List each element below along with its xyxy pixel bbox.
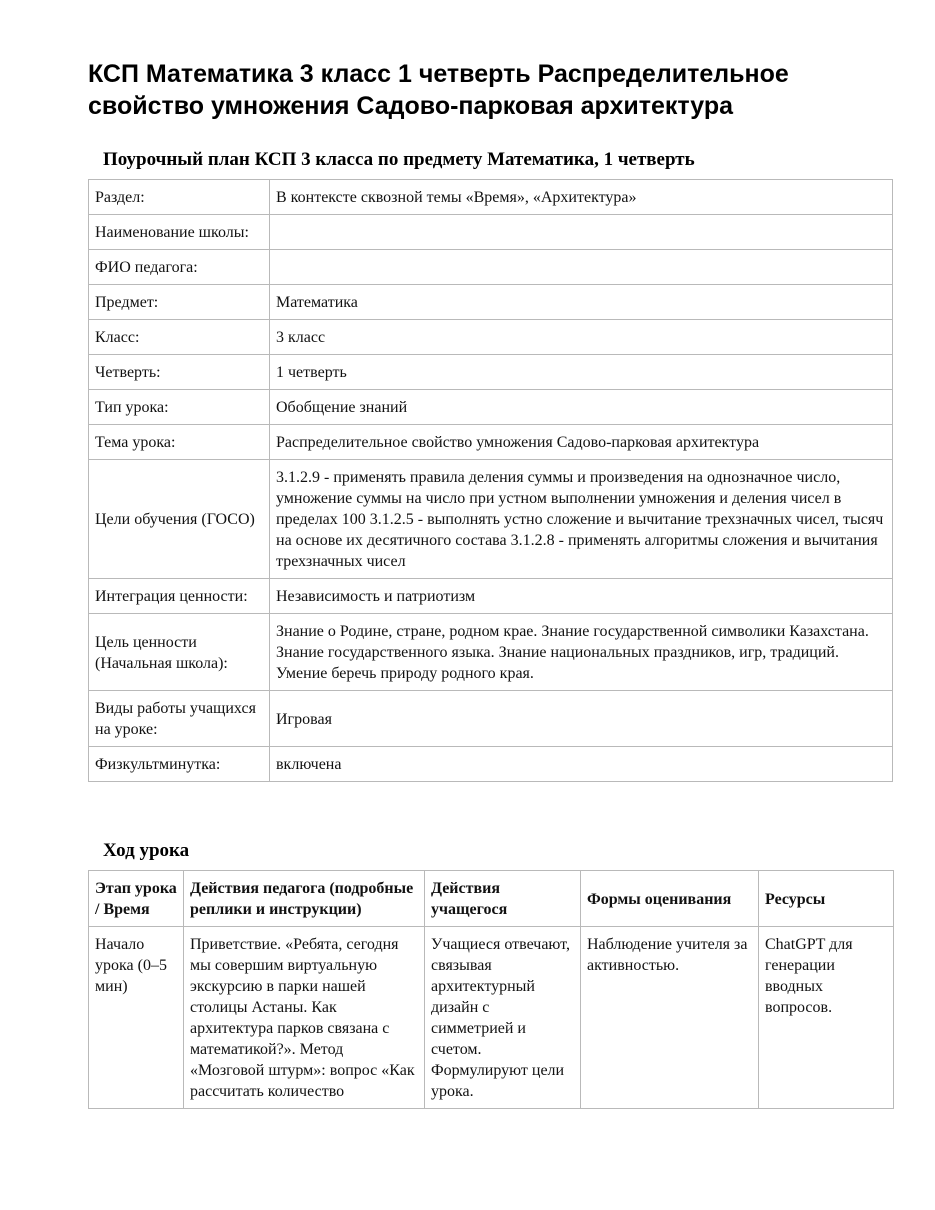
- info-row: [89, 425, 893, 460]
- info-row: [89, 390, 893, 425]
- info-row: [89, 614, 893, 691]
- info-row: [89, 320, 893, 355]
- info-row: [89, 747, 893, 782]
- info-row: [89, 215, 893, 250]
- info-label: Предмет:: [89, 285, 270, 320]
- info-row: [89, 579, 893, 614]
- lesson-cell: ChatGPT для генерации вводных вопросов.: [759, 927, 894, 1109]
- info-value: Распределительное свойство умножения Садово-парковая архитектура: [270, 425, 893, 460]
- info-value: 3 класс: [270, 320, 893, 355]
- info-label: Тип урока:: [89, 390, 270, 425]
- info-value: 1 четверть: [270, 355, 893, 390]
- lesson-header-cell: Действия педагога (подробные реплики и инструкции): [184, 871, 425, 927]
- info-value: Знание о Родине, стране, родном крае. Знание государственной символики Казахстана. Знание государственного языка. Знание национальных праздников, игр, традиций. Умение беречь природу родного края.: [270, 614, 893, 691]
- lesson-heading: Ход урока: [103, 840, 190, 861]
- info-row: [89, 180, 893, 215]
- info-row: [89, 285, 893, 320]
- info-value: Игровая: [270, 691, 893, 747]
- info-row: [89, 691, 893, 747]
- lesson-header-cell: Ресурсы: [759, 871, 894, 927]
- lesson-table-header-row: [89, 871, 894, 927]
- info-label: Класс:: [89, 320, 270, 355]
- info-value: Математика: [270, 285, 893, 320]
- info-label: Цель ценности (Начальная школа):: [89, 614, 270, 691]
- lesson-header-cell: Формы оценивания: [581, 871, 759, 927]
- info-value: [270, 250, 893, 285]
- lesson-cell: Начало урока (0–5 мин): [89, 927, 184, 1109]
- info-row: [89, 460, 893, 579]
- info-value: 3.1.2.9 - применять правила деления суммы и произведения на однозначное число, умножение суммы на число при устном выполнении умножения и деления чисел в пределах 100 3.1.2.5 - выполнять устно сложение и вычитание трехзначных чисел, тысяч на основе их десятичного состава 3.1.2.8 - применять алгоритмы сложения и вычитания трехзначных чисел: [270, 460, 893, 579]
- lesson-info-table: [88, 179, 893, 782]
- lesson-header-cell: Действия учащегося: [425, 871, 581, 927]
- info-label: Наименование школы:: [89, 215, 270, 250]
- info-value: В контексте сквозной темы «Время», «Архитектура»: [270, 180, 893, 215]
- info-label: Интеграция ценности:: [89, 579, 270, 614]
- plan-heading: Поурочный план КСП 3 класса по предмету Математика, 1 четверть: [103, 149, 695, 170]
- info-label: Четверть:: [89, 355, 270, 390]
- info-label: Тема урока:: [89, 425, 270, 460]
- lesson-flow-table: [88, 870, 894, 1109]
- lesson-cell: Наблюдение учителя за активностью.: [581, 927, 759, 1109]
- document-title: КСП Математика 3 класс 1 четверть Распределительное свойство умножения Садово-парковая архитектура: [88, 60, 789, 120]
- info-label: Виды работы учащихся на уроке:: [89, 691, 270, 747]
- info-label: ФИО педагога:: [89, 250, 270, 285]
- info-label: Физкультминутка:: [89, 747, 270, 782]
- info-row: [89, 250, 893, 285]
- table-row: [89, 927, 894, 1109]
- info-row: [89, 355, 893, 390]
- info-value: Обобщение знаний: [270, 390, 893, 425]
- info-value: [270, 215, 893, 250]
- info-label: Цели обучения (ГОСО): [89, 460, 270, 579]
- info-value: Независимость и патриотизм: [270, 579, 893, 614]
- info-label: Раздел:: [89, 180, 270, 215]
- info-value: включена: [270, 747, 893, 782]
- lesson-header-cell: Этап урока / Время: [89, 871, 184, 927]
- lesson-cell: Приветствие. «Ребята, сегодня мы совершим виртуальную экскурсию в парки нашей столицы Астаны. Как архитектура парков связана с математикой?». Метод «Мозговой штурм»: вопрос «Как рассчитать количество: [184, 927, 425, 1109]
- lesson-cell: Учащиеся отвечают, связывая архитектурный дизайн с симметрией и счетом. Формулируют цели урока.: [425, 927, 581, 1109]
